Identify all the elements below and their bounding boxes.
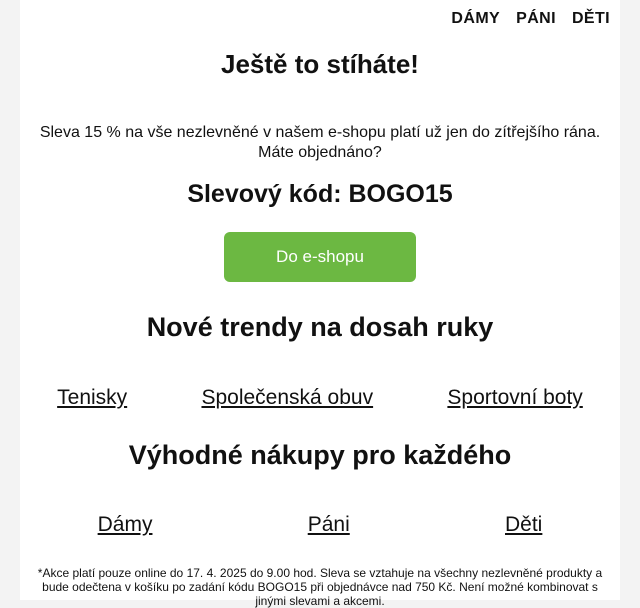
shopping-title: Výhodné nákupy pro každého xyxy=(128,440,512,470)
email-body xyxy=(20,0,620,608)
link-spolecenska-obuv[interactable]: Společenská obuv xyxy=(201,386,374,409)
go-to-eshop-button[interactable]: Do e-shopu xyxy=(224,232,416,282)
trends-links xyxy=(20,386,620,410)
link-pani[interactable]: Páni xyxy=(307,513,350,536)
shopping-links xyxy=(20,513,620,537)
link-tenisky[interactable]: Tenisky xyxy=(57,386,128,409)
trends-title: Nové trendy na dosah ruky xyxy=(146,312,494,342)
terms-footnote: *Akce platí pouze online do 17. 4. 2025 do 9.00 hod. Sleva se vztahuje na všechny nezlevněné produkty a bude odečtena v košíku po zadání kódu BOGO15 při objednávce nad 750 Kč. Není možné kombinovat s jinými slevami a akcemi. xyxy=(37,566,603,608)
link-deti[interactable]: Děti xyxy=(505,513,543,536)
nav-link-deti[interactable]: DĚTI xyxy=(571,10,610,27)
nav-link-damy[interactable]: DÁMY xyxy=(451,10,501,27)
top-navigation xyxy=(451,10,610,28)
link-sportovni-boty[interactable]: Sportovní boty xyxy=(447,386,583,409)
hero-intro-text: Sleva 15 % na vše nezlevněné v našem e-shopu platí už jen do zítřejšího rána. Máte objednáno? xyxy=(39,124,601,161)
discount-code: Slevový kód: BOGO15 xyxy=(187,180,453,208)
hero-headline: Ještě to stíháte! xyxy=(221,49,419,79)
link-damy[interactable]: Dámy xyxy=(97,513,153,536)
nav-link-pani[interactable]: PÁNI xyxy=(516,10,556,27)
